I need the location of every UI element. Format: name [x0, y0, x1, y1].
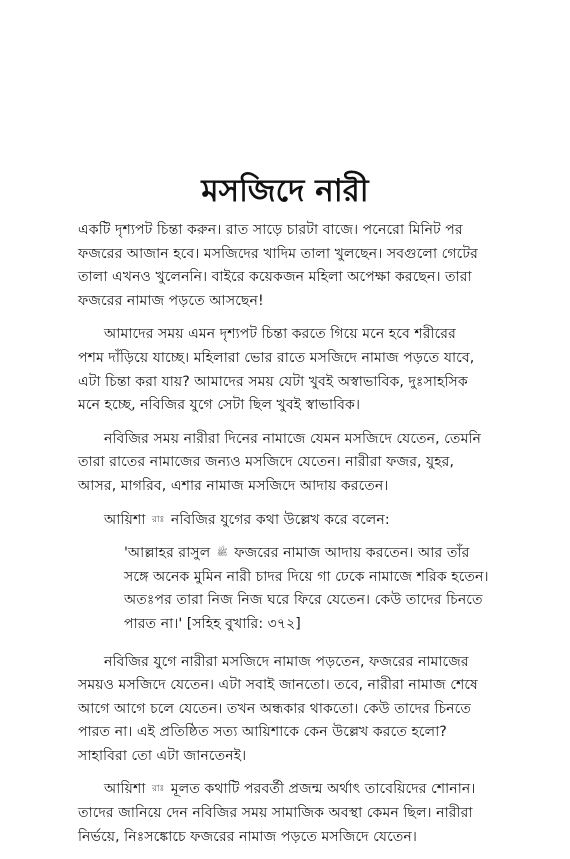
text-line — [78, 778, 510, 802]
person-name: আয়িশা — [104, 781, 146, 798]
hadith-quote — [124, 542, 510, 636]
chapter-body — [78, 219, 510, 859]
text-line: ফজরের আজান হবে। মসজিদের খাদিম তালা খুলছেন। সবগুলো গেটের — [78, 245, 478, 262]
honorific-ligature: ﷺ — [216, 548, 228, 559]
text-span: 'আল্লাহর রাসুল — [124, 545, 211, 562]
text-span: ফজরের নামাজ আদায় করতেন। আর তাঁর — [234, 545, 470, 562]
text-line: মনে হচ্ছে, নবিজির যুগে সেটা ছিল খুবই স্বাভাবিক। — [78, 397, 361, 414]
chapter-title: মসজিদে নারী — [201, 172, 369, 209]
text-line: সাহাবিরা তো এটা জানতেনই। — [78, 747, 247, 764]
honorific-ligature: রাঃ — [152, 784, 165, 795]
text-line: একটি দৃশ্যপট চিন্তা করুন। রাত সাড়ে চারটা বাজে। পনেরো মিনিট পর — [78, 222, 463, 238]
text-line: তাদের জানিয়ে দেন নবিজির সময় সামাজিক অবস্থা কেমন ছিল। নারীরা — [78, 805, 473, 822]
text-line: অতঃপর তারা নিজ নিজ ঘরে ফিরে যেতেন। কেউ তাদের চিনতে — [124, 592, 483, 609]
text-span: মূলত কথাটি পরবর্তী প্রজন্ম অর্থাৎ তাবেয়িদের শোনান। — [170, 781, 476, 798]
text-line — [124, 542, 510, 566]
text-line — [78, 509, 510, 533]
text-line: পশম দাঁড়িয়ে যাচ্ছে। মহিলারা ভোর রাতে মসজিদে নামাজ পড়তে যাবে, — [78, 349, 475, 366]
paragraph-5 — [78, 651, 510, 769]
text-line: তারা রাতের নামাজের জন্যও মসজিদে যেতেন। নারীরা ফজর, যুহর, — [78, 454, 454, 471]
text-line: সঙ্গে অনেক মুমিন নারী চাদর দিয়ে গা ঢেকে নামাজে শরিক হতেন। — [124, 568, 489, 585]
text-line: এটা চিন্তা করা যায়? আমাদের সময় যেটা খুবই অস্বাভাবিক, দুঃসাহসিক — [78, 373, 468, 390]
text-line: নির্ভয়ে, নিঃসঙ্কোচে ফজরের নামাজ পড়তে মসজিদে যেতেন। — [78, 828, 417, 845]
text-line: আগে আগে চলে যেতেন। তখন অন্ধকার থাকতো। কেউ তাদের চিনতে — [78, 700, 471, 717]
citation-line: পারত না।' [সহিহ বুখারি: ৩৭২] — [124, 615, 301, 632]
text-line: আমাদের সময় এমন দৃশ্যপট চিন্তা করতে গিয়ে মনে হবে শরীরের — [104, 326, 456, 343]
paragraph-6 — [78, 778, 510, 849]
text-line: আসর, মাগরিব, এশার নামাজ মসজিদে আদায় করতেন। — [78, 477, 389, 494]
person-name: আয়িশা — [104, 511, 146, 528]
text-line: পারত না। এই প্রতিষ্ঠিত সত্য আয়িশাকে কেন উল্লেখ করতে হলো? — [78, 724, 447, 741]
text-line: নবিজির যুগে নারীরা মসজিদে নামাজ পড়তেন, ফজরের নামাজের — [104, 653, 469, 670]
text-span: নবিজির যুগের কথা উল্লেখ করে বলেন: — [170, 511, 390, 528]
text-line: ফজরের নামাজ পড়তে আসছেন! — [78, 292, 264, 309]
text-line: নবিজির সময় নারীরা দিনের নামাজে যেমন মসজিদে যেতেন, তেমনি — [104, 430, 481, 447]
paragraph-4 — [78, 509, 510, 533]
honorific-ligature: রাঃ — [152, 514, 165, 525]
paragraph-2 — [78, 323, 510, 417]
text-line: তালা এখনও খুলেননি। বাইরে কয়েকজন মহিলা অপেক্ষা করছেন। তারা — [78, 269, 472, 286]
paragraph-3 — [78, 428, 510, 499]
text-line: সময়ও মসজিদে যেতেন। এটা সবাই জানতো। তবে, নারীরা নামাজ শেষে — [78, 677, 478, 694]
paragraph-1 — [78, 219, 510, 313]
